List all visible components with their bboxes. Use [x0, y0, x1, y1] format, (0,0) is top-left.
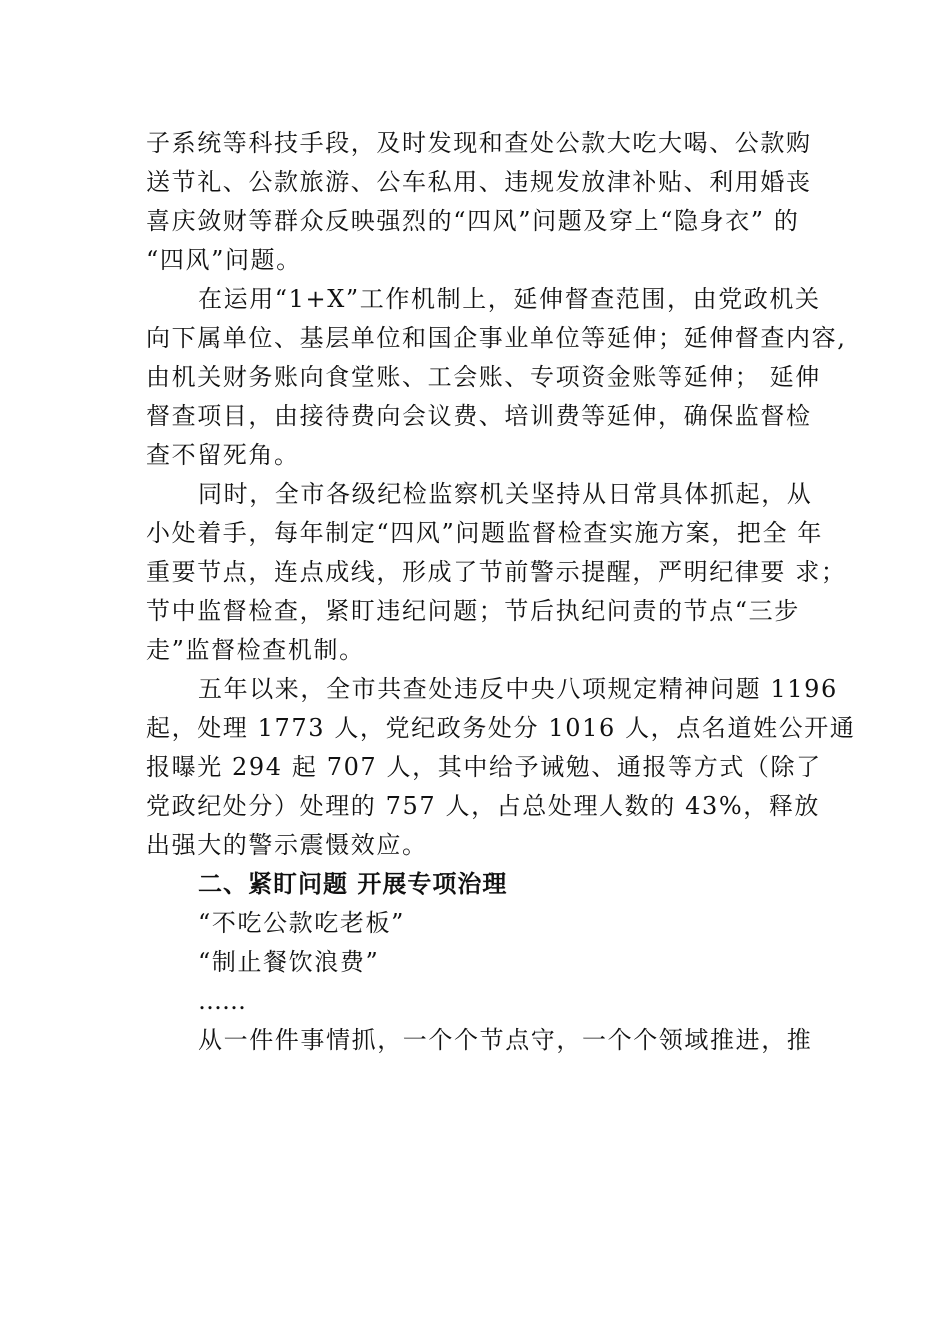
quote-line: “制止餐饮浪费” [198, 948, 380, 976]
text-line: 督查项目，由接待费向会议费、培训费等延伸，确保监督检 [146, 402, 812, 430]
document-body [146, 124, 856, 1060]
text-line: 出强大的警示震慑效应。 [146, 831, 428, 859]
text-line: 查不留死角。 [146, 441, 300, 469]
text-line: 向下属单位、基层单位和国企事业单位等延伸；延伸督查内容, [146, 324, 847, 352]
text-line: 送节礼、公款旅游、公车私用、违规发放津补贴、利用婚丧 [146, 168, 812, 196]
text-line: 报曝光 294 起 707 人，其中给予诫勉、通报等方式（除了 [146, 753, 822, 781]
text-line: 重要节点，连点成线，形成了节前警示提醒，严明纪律要 求； [146, 558, 847, 586]
text-line: 小处着手，每年制定“四风”问题监督检查实施方案，把全 年 [146, 519, 823, 547]
paragraph-start-line: 同时，全市各级纪检监察机关坚持从日常具体抓起，从 [198, 480, 813, 508]
paragraph-start-line: 五年以来，全市共查处违反中央八项规定精神问题 1196 [198, 675, 838, 703]
text-line: 由机关财务账向食堂账、工会账、专项资金账等延伸； 延伸 [146, 363, 821, 391]
text-line: 起，处理 1773 人，党纪政务处分 1016 人，点名道姓公开通 [146, 714, 856, 742]
text-line: 走”监督检查机制。 [146, 636, 365, 664]
text-line: 喜庆敛财等群众反映强烈的“四风”问题及穿上“隐身衣” 的 [146, 207, 800, 235]
section-heading: 二、紧盯问题 开展专项治理 [198, 870, 508, 898]
quote-line: “不吃公款吃老板” [198, 909, 405, 937]
text-line: “四风”问题。 [146, 246, 302, 274]
text-line: 子系统等科技手段，及时发现和查处公款大吃大喝、公款购 [146, 129, 812, 157]
paragraph-start-line: 在运用“1+X”工作机制上，延伸督查范围，由党政机关 [198, 285, 821, 313]
ellipsis-line: …… [198, 987, 246, 1015]
text-line: 节中监督检查，紧盯违纪问题；节后执纪问责的节点“三步 [146, 597, 800, 625]
text-line: 党政纪处分）处理的 757 人，占总处理人数的 43%，释放 [146, 792, 821, 820]
paragraph-start-line: 从一件件事情抓，一个个节点守，一个个领域推进，推 [198, 1026, 813, 1054]
